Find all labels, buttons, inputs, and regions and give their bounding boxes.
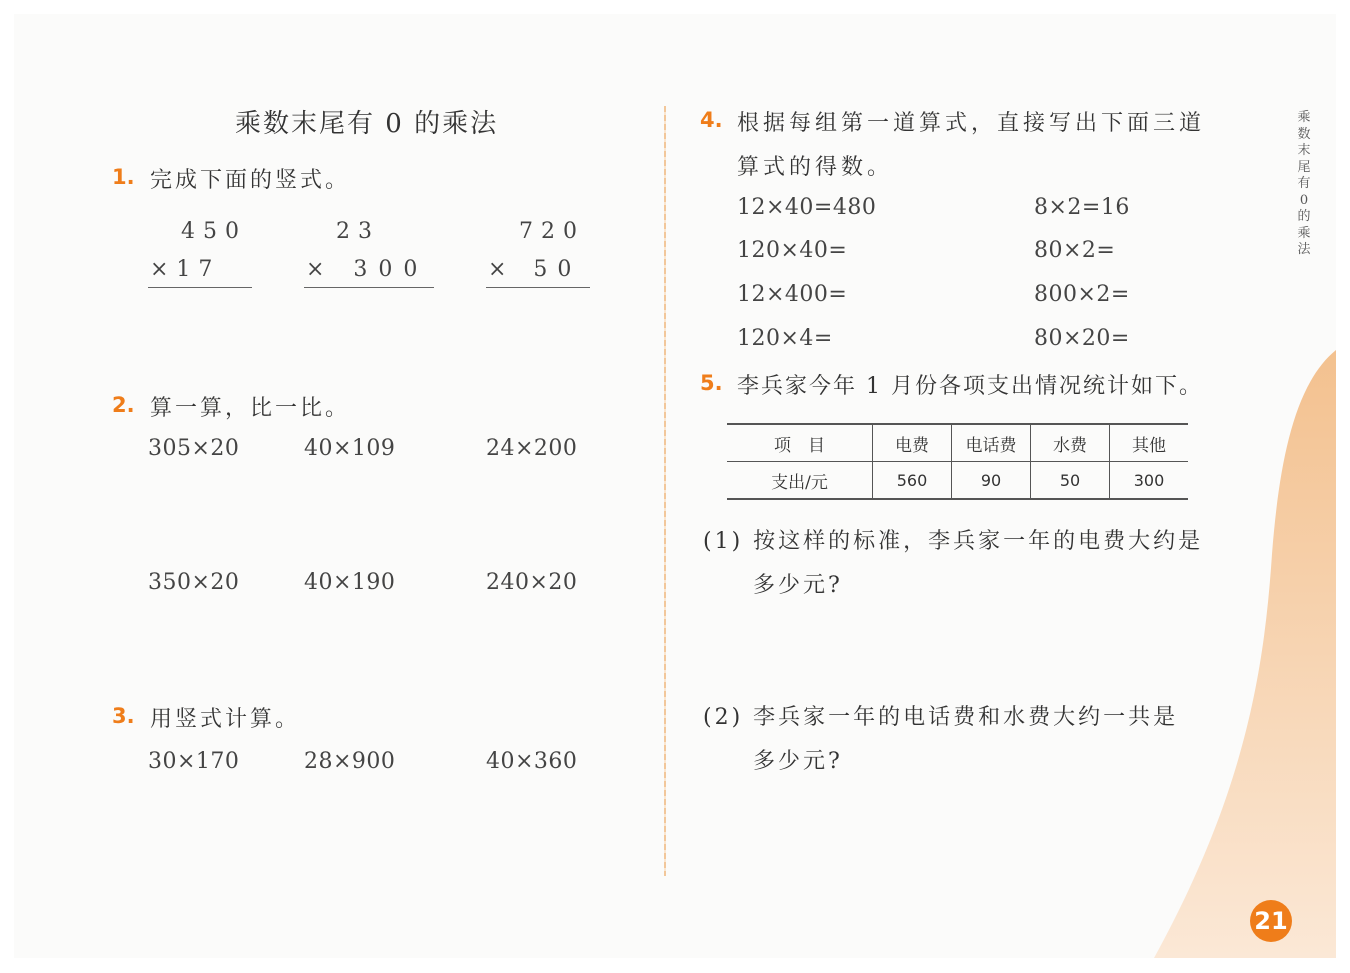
vertical-bottom: × 300 bbox=[306, 257, 429, 282]
table-cell: 50 bbox=[1031, 462, 1110, 500]
vertical-top: 23 bbox=[336, 219, 380, 244]
question-number: 3. bbox=[112, 704, 135, 728]
question-number: 4. bbox=[700, 108, 723, 132]
expression: 350×20 bbox=[148, 570, 240, 595]
question-text: 李兵家今年 1 月份各项支出情况统计如下。 bbox=[737, 374, 1203, 399]
question-number: 1. bbox=[112, 165, 135, 189]
sub-question-text: (1) 按这样的标准，李兵家一年的电费大约是 bbox=[703, 529, 1204, 554]
table-row bbox=[727, 462, 1188, 500]
expression: 80×2= bbox=[1034, 238, 1116, 263]
expression: 8×2=16 bbox=[1034, 195, 1130, 220]
page-title: 乘数末尾有 0 的乘法 bbox=[235, 109, 499, 139]
decorative-wave bbox=[1094, 324, 1336, 958]
vertical-line bbox=[148, 287, 252, 288]
sub-question-text: 多少元? bbox=[753, 749, 843, 774]
vertical-top: 450 bbox=[181, 219, 247, 244]
sub-question-text: (2) 李兵家一年的电话费和水费大约一共是 bbox=[703, 705, 1179, 730]
expression: 40×190 bbox=[304, 570, 396, 595]
expression: 40×360 bbox=[486, 749, 578, 774]
table-header-cell: 其他 bbox=[1110, 424, 1189, 462]
question-text: 完成下面的竖式。 bbox=[150, 168, 351, 193]
question-text: 用竖式计算。 bbox=[150, 707, 301, 732]
expression: 80×20= bbox=[1034, 326, 1130, 351]
page-number: 21 bbox=[1250, 900, 1292, 942]
vertical-bottom: × 50 bbox=[488, 257, 582, 282]
expression: 24×200 bbox=[486, 436, 578, 461]
question-number: 5. bbox=[700, 371, 723, 395]
table-cell: 300 bbox=[1110, 462, 1189, 500]
expense-table bbox=[727, 423, 1188, 500]
vertical-line bbox=[486, 287, 590, 288]
vertical-line bbox=[304, 287, 434, 288]
expression: 120×4= bbox=[737, 326, 833, 351]
expression: 305×20 bbox=[148, 436, 240, 461]
expression: 800×2= bbox=[1034, 282, 1130, 307]
expression: 12×40=480 bbox=[737, 195, 877, 220]
workbook-page bbox=[14, 14, 1336, 958]
question-number: 2. bbox=[112, 393, 135, 417]
vertical-top: 720 bbox=[519, 219, 585, 244]
table-header-cell: 电话费 bbox=[952, 424, 1031, 462]
question-text: 根据每组第一道算式，直接写出下面三道 bbox=[737, 111, 1206, 136]
expression: 240×20 bbox=[486, 570, 578, 595]
page-divider bbox=[664, 106, 666, 876]
expression: 28×900 bbox=[304, 749, 396, 774]
table-cell: 支出/元 bbox=[727, 462, 873, 500]
table-header-cell: 水费 bbox=[1031, 424, 1110, 462]
expression: 40×109 bbox=[304, 436, 396, 461]
expression: 120×40= bbox=[737, 238, 848, 263]
question-text: 算式的得数。 bbox=[737, 155, 894, 180]
vertical-bottom: ×17 bbox=[150, 257, 221, 282]
table-header-cell: 项 目 bbox=[774, 435, 825, 456]
expression: 30×170 bbox=[148, 749, 240, 774]
question-text: 算一算，比一比。 bbox=[150, 396, 351, 421]
side-chapter-label: 乘数末尾有0的乘法 bbox=[1297, 110, 1311, 257]
table-cell: 560 bbox=[873, 462, 952, 500]
table-cell: 90 bbox=[952, 462, 1031, 500]
table-header-cell: 电费 bbox=[873, 424, 952, 462]
sub-question-text: 多少元? bbox=[753, 573, 843, 598]
expression: 12×400= bbox=[737, 282, 848, 307]
table-header-row bbox=[727, 424, 1188, 462]
